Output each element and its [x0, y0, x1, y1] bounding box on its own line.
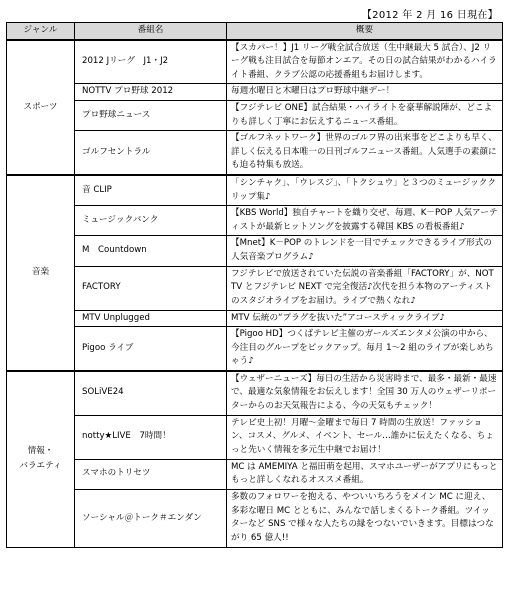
header-program: 番組名	[75, 23, 227, 40]
program-summary: 【フジテレビ ONE】試合結果・ハイライトを豪華解説陣が、どこよりも詳しく丁寧にお伝えするニュース番組。	[227, 100, 503, 130]
program-name: M Countdown	[75, 236, 227, 266]
table-row	[7, 84, 503, 101]
table-row	[7, 327, 503, 371]
table-row	[7, 175, 503, 206]
genre-cell: スポーツ	[7, 40, 75, 175]
table-row	[7, 206, 503, 236]
program-name: 2012 Jリーグ J1・J2	[75, 40, 227, 84]
group-music	[7, 175, 503, 371]
program-summary: 「シンチャク」、「ウレスジ」、「トクシュウ」と３つのミュージッククリップ集♪	[227, 175, 503, 206]
genre-cell: 音楽	[7, 175, 75, 371]
program-summary: 【ゴルフネットワーク】世界のゴルフ界の出来事をどこよりも早く、詳しく伝える日本唯一の日刊ゴルフニュース番組。人気選手の素顔にも迫る特集も放送。	[227, 131, 503, 175]
table-row	[7, 489, 503, 547]
program-table	[6, 22, 503, 548]
group-info-variety	[7, 371, 503, 547]
program-summary: 【KBS World】独自チャートを織り交ぜ、毎週、K－POP 人気アーティストが最新ヒットソングを披露する韓国 KBS の看板番組♪	[227, 206, 503, 236]
program-name: ゴルフセントラル	[75, 131, 227, 175]
program-name: プロ野球ニュース	[75, 100, 227, 130]
table-row	[7, 459, 503, 489]
program-name: Pigoo ライブ	[75, 327, 227, 371]
program-summary: フジテレビで放送されていた伝説の音楽番組「FACTORY」が、NOTTV とフジテレビ NEXT で完全復活♪次代を担う本物のアーティストのスタジオライブをお届け。ライブで熱くなれ♪	[227, 266, 503, 310]
program-name: NOTTV プロ野球 2012	[75, 84, 227, 101]
table-row	[7, 40, 503, 84]
program-summary: 【ウェザーニューズ】毎日の生活から災害時まで、最多・最新・最速で、最適な気象情報をお伝えします！全国 30 万人のウェザーリポーターからのお天気報告による、今の天気もチェック！	[227, 371, 503, 415]
table-row	[7, 236, 503, 266]
program-summary: 【スカパー！】J1 リーグ戦全試合放送（生中継最大 5 試合）、J2 リーグ戦も注目試合を毎節オンエア。その日の試合結果がわかるハイライト番組、クラブ公認の応援番組もお届けします。	[227, 40, 503, 84]
header-row	[7, 23, 503, 40]
program-name: ミュージックバンク	[75, 206, 227, 236]
table-row	[7, 131, 503, 175]
program-summary: 【Pigoo HD】つくばテレビ主催のガールズエンタメ公演の中から、今注目のグループをピックアップ。毎月 1～2 組のライブが楽しめちゃう♪	[227, 327, 503, 371]
program-summary: MC は AMEMIYA と福田萌を起用、スマホユーザーがアプリにもっともっと詳しくなれるオススメ番組。	[227, 459, 503, 489]
program-summary: 多数のフォロワーを抱える、やついいちろうをメイン MC に迎え、多彩な曜日 MC とともに、みんなで話しまくるトーク番組。ツイッターなど SNS で様々な人たちの縁をつないでいきます。目標はつながり 65 億人!!	[227, 489, 503, 547]
program-name: notty★LIVE 7時間！	[75, 415, 227, 459]
table-row	[7, 266, 503, 310]
header-summary: 概要	[227, 23, 503, 40]
table-row	[7, 371, 503, 415]
program-name: スマホのトリセツ	[75, 459, 227, 489]
date-label: 【2012 年 2 月 16 日現在】	[361, 10, 498, 21]
header-genre: ジャンル	[7, 23, 75, 40]
program-summary: 【Mnet】K－POP のトレンドを一目でチェックできるライブ形式の人気音楽プログラム♪	[227, 236, 503, 266]
group-sports	[7, 40, 503, 175]
program-summary: 毎週水曜日と木曜日はプロ野球中継デー！	[227, 84, 503, 101]
program-summary: テレビ史上初！月曜～金曜まで毎日 7 時間の生放送！ファッション、コスメ、グルメ、イベント、セール…誰かに伝えたくなる、ちょっと先いく情報を多元生中継でお届け！	[227, 415, 503, 459]
program-name: MTV Unplugged	[75, 310, 227, 327]
program-name: FACTORY	[75, 266, 227, 310]
table-row	[7, 415, 503, 459]
program-summary: MTV 伝統の“プラグを抜いた”アコースティックライブ♪	[227, 310, 503, 327]
table-row	[7, 100, 503, 130]
program-name: ソーシャル＠トーク＃エンダン	[75, 489, 227, 547]
genre-cell: 情報・ バラエティ	[7, 371, 75, 547]
program-name: 音 CLIP	[75, 175, 227, 206]
program-name: SOLiVE24	[75, 371, 227, 415]
table-row	[7, 310, 503, 327]
